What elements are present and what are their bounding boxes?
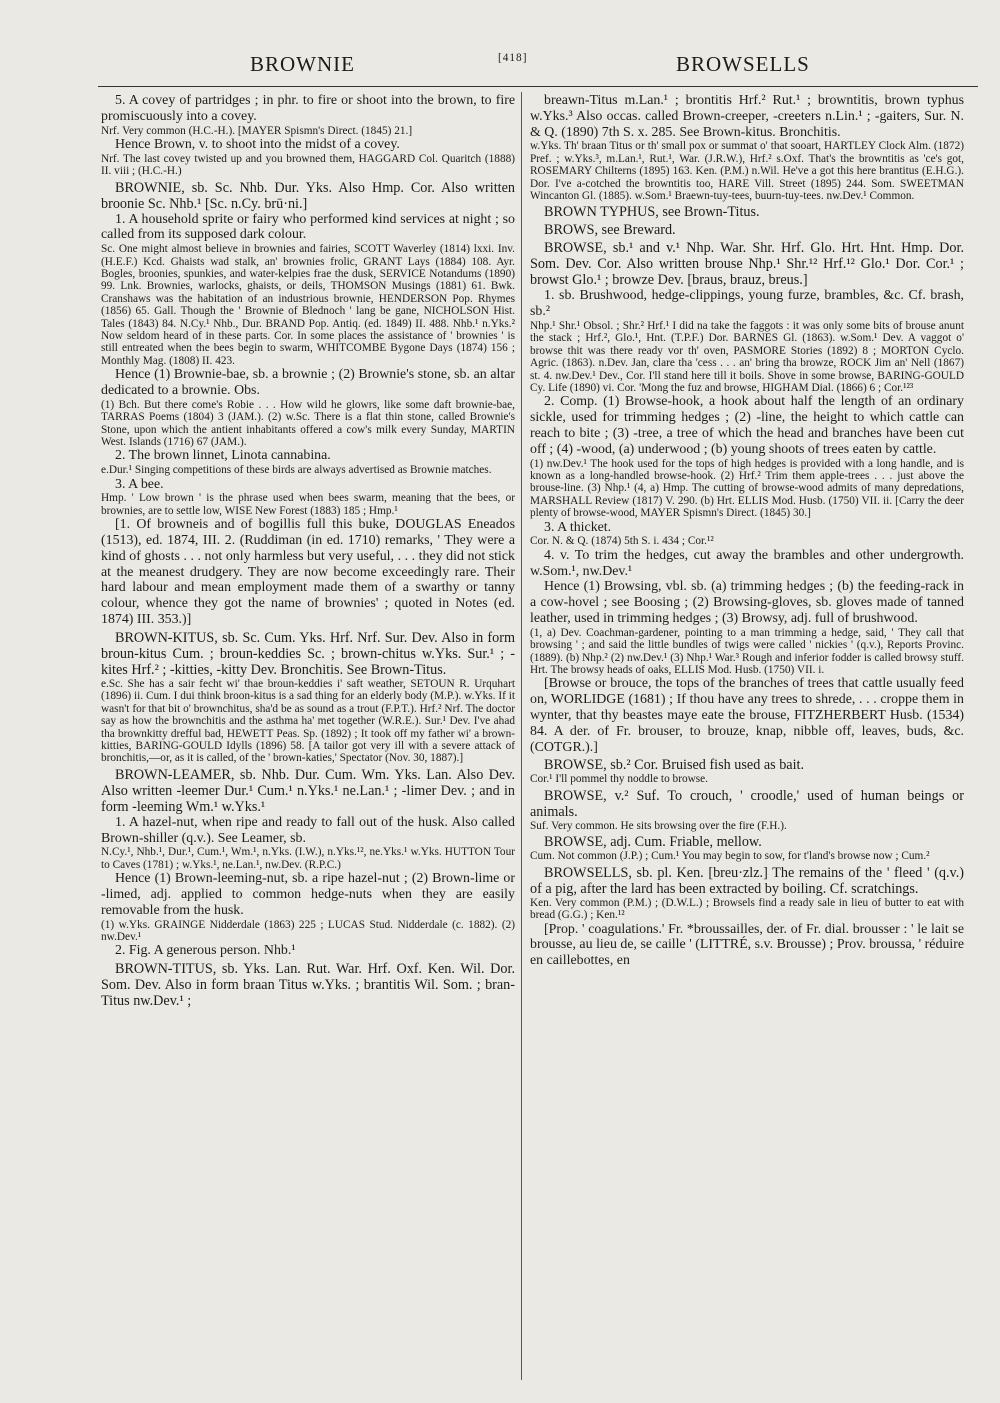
definition-paragraph: 4. v. To trim the hedges, cut away the brambles and other undergrowth. w.Som.¹, nw.Dev.¹ [530,547,964,579]
citation-paragraph: (1) w.Yks. GRAINGE Nidderdale (1863) 225 ; LUCAS Stud. Nidderdale (c. 1882). (2) nw.Dev.¹ [101,918,515,943]
entry-headword-paragraph: BROWN-LEAMER, sb. Nhb. Dur. Cum. Wm. Yks. Lan. Also Dev. Also written -leemer Dur.¹ Cum.¹ n.Yks.¹ ne.Lan.¹ ; -limer Dev. ; and in form -leeming Wm.¹ w.Yks.¹ [101,766,515,815]
definition-paragraph: [1. Of browneis and of bogillis full this buke, DOUGLAS Eneados (1513), ed. 1874, III. 2. (Ruddiman (in ed. 1710) remarks, ' They were a kind of ghosts . . . not only harmless but very useful, . . . they did not stick at the meanest drudgery. They are now become exceedingly rare. Their hard labour and mean employment made them of a swarthy or tanny colour, whence they got the name of brownies' ; quoted in Notes (ed. 1874) III. 353.)] [101,517,515,628]
entry-headword-paragraph: BROWN TYPHUS, see Brown-Titus. [544,204,760,221]
citation-paragraph: (1, a) Dev. Coachman-gardener, pointing to a man trimming a hedge, said, ' They call that browsing ' ; and said the little bundles of twigs were called ' nickies ' (q.v.), Reports Provinc. (1889). (b) Nhp.² (2) nw.Dev.¹ (3) Nhp.¹ War.³ Rough and inferior fodder is called browsy stuff. Hrt. The browsy heads of oaks, ELLIS Mod. Husb. (1750) VII. i. [530,626,964,677]
definition-paragraph: Hence (1) Brown-leeming-nut, sb. a ripe hazel-nut ; (2) Brown-lime or -limed, adj. applied to common hedge-nuts when they are easily removable from the husk. [101,871,515,918]
citation-paragraph: Hmp. ' Low brown ' is the phrase used when bees swarm, meaning that the bees, or brownies, are to settle low, WISE New Forest (1883) 185 ; Hmp.¹ [101,492,515,517]
citation-paragraph: e.Dur.¹ Singing competitions of these birds are always advertised as Brownie matches. [101,464,492,477]
column-divider [521,92,522,1380]
header-rule [98,86,978,87]
citation-paragraph: N.Cy.¹, Nhb.¹, Dur.¹, Cum.¹, Wm.¹, n.Yks. (I.W.), n.Yks.¹², ne.Yks.¹ w.Yks. HUTTON Tour to Caves (1781) ; w.Yks.¹, ne.Lan.¹, nw.Dev. (R.P.C.) [101,846,515,871]
citation-paragraph: Nrf. Very common (H.C.-H.). [MAYER Spismn's Direct. (1845) 21.] [101,124,413,137]
right-column [530,93,964,1393]
citation-paragraph: Ken. Very common (P.M.) ; (D.W.L.) ; Browsels find a ready sale in lieu of butter to eat with bread (G.G.) ; Ken.¹² [530,896,964,922]
definition-paragraph: Hence Brown, v. to shoot into the midst of a covey. [115,137,400,152]
citation-paragraph: Nhp.¹ Shr.¹ Obsol. ; Shr.² Hrf.¹ I did na take the faggots : it was only some bits of brouse anunt the stack ; Hrf.², Glo.¹, Hnt. (T.P.F.) Dor. BARNES Gl. (1863). w.Som.¹ Dev. A vaggot o' browse thit was there ready vor th' oven, PASMORE Stories (1892) 8 ; MORTON Cyclo. Agric. (1863). n.Dev. Jan, clare tha 'cess . . . an' bring tha browze, ROCK Jim an' Nell (1867) st. 4. nw.Dev.¹ Dev., Cor. I'll stand here till it boils. Shove in some browse, BARING-GOULD Cy. Life (1890) vi. Cor. 'Mong the fuz and browse, HIGHAM Dial. (1866) 6 ; Cor.¹²³ [530,320,964,395]
running-header [98,50,978,86]
definition-paragraph: 2. Fig. A generous person. Nhb.¹ [115,943,296,959]
definition-paragraph: 3. A thicket. [544,519,612,535]
definition-paragraph: [Browse or brouce, the tops of the branches of trees that cattle usually feed on, WORLIDGE (1681) ; If thou have any trees to shrede, . . . croppe them in wynter, that thy beastes maye eate the brouse, FITZHERBERT Husb. (1534) 84. A der. of Fr. brouser, to brouze, knap, nibble off, leaves, buds, &c. (COTGR.).] [530,676,964,755]
left-column [101,93,515,1393]
entry-headword-paragraph: BROWN-TITUS, sb. Yks. Lan. Rut. War. Hrf. Oxf. Ken. Wil. Dor. Som. Dev. Also in form braan Titus w.Yks. ; brantitis Wil. Som. ; bran-Titus nw.Dev.¹ ; [101,961,515,1010]
definition-paragraph: 2. The brown linnet, Linota cannabina. [115,448,331,464]
citation-paragraph: (1) Bch. But there come's Robie . . . How wild he glowrs, like some daft brownie-bae, TARRAS Poems (1804) 3 (JAM.). (2) w.Sc. There is a flat thin stone, called Brownie's Stone, upon which the antient inhabitants offered a cow's milk every Sunday, MARTIN West. Islands (1716) 67 (JAM.). [101,398,515,449]
definition-paragraph: 5. A covey of partridges ; in phr. to fire or shoot into the brown, to fire promiscuously into a covey. [101,93,515,124]
citation-paragraph: Sc. One might almost believe in brownies and fairies, SCOTT Waverley (1814) lxxi. Inv. (H.E.F.) Kcd. Ghaists wad stalk, an' brownies frolic, GRANT Lays (1884) 108. Ayr. Bogles, broonies, spunkies, and water-kelpies frae the dusk, SERVICE Notandums (1890) 99. Lnk. Brownies, warlocks, ghaists, or deils, THOMSON Musings (1881) 61. Bwk. Cranshaws was the habitation of an industrious brownie, HENDERSON Pop. Rhymes (1856) 65. Gall. Though the ' Brownie of Blednoch ' lang be gane, NICHOLSON Hist. Tales (1843) 84. N.Cy.¹ Nhb., Dur. BRAND Pop. Antiq. (ed. 1849) II. 488. Nhb.¹ n.Yks.² Now seldom heard of in these parts. Cor. In some places the assistance of ' brownies ' is still entreated when the bees begin to swarm, WHITCOMBE Bygone Days (1874) 156 ; Monthly Mag. (1808) II. 423. [101,243,515,367]
definition-paragraph: 1. A hazel-nut, when ripe and ready to fall out of the husk. Also called Brown-shiller (q.v.). See Leamer, sb. [101,814,515,846]
entry-headword-paragraph: BROWN-KITUS, sb. Sc. Cum. Yks. Hrf. Nrf. Sur. Dev. Also in form broun-kitus Cum. ; broun-keddies Sc. ; brown-chitus w.Yks. Sur.¹ ; -kites Hrf.² ; -kitties, -kitty Dev. Bronchitis. See Brown-Titus. [101,629,515,678]
page-number: [418] [498,52,528,64]
citation-paragraph: Suf. Very common. He sits browsing over the fire (F.H.). [530,819,787,832]
citation-paragraph: w.Yks. Th' braan Titus or th' small pox or summat o' that sooart, HARTLEY Clock Alm. (1872) Pref. ; w.Yks.³, m.Lan.¹, Rut.¹, War. (J.R.W.), Hrf.² s.Oxf. That's the browntitis as 'ce's got, ROSEMARY Chilterns (1895) 163. Ken. (P.M.) n.Wil. He've a got this here brantitus (E.H.G.). Dor. I've a-cotched the browntitis too, HARE Vill. Street (1895) 244. Som. SWEETMAN Wincanton Gl. (1885). w.Som.¹ Braewn-tuy-tees, buurn-tuy-tees. nw.Dev.¹ Common. [530,140,964,203]
entry-headword-paragraph: BROWNIE, sb. Sc. Nhb. Dur. Yks. Also Hmp. Cor. Also written broonie Sc. Nhb.¹ [Sc. n.Cy. brū·ni.] [101,179,515,212]
header-left-word: BROWNIE [250,52,355,76]
definition-paragraph: Hence (1) Browsing, vbl. sb. (a) trimming hedges ; (b) the feeding-rack in a cow-hovel ; see Boosing ; (2) Browsing-gloves, sb. gloves made of tanned leather, used in trimming hedges ; (3) Browsy, adj. full of brushwood. [530,579,964,627]
entry-headword-paragraph: BROWSE, adj. Cum. Friable, mellow. [544,834,762,851]
definition-paragraph: 1. sb. Brushwood, hedge-clippings, young furze, brambles, &c. Cf. brash, sb.² [530,288,964,320]
header-right-word: BROWSELLS [676,52,810,76]
entry-headword-paragraph: BROWS, see Breward. [544,222,676,239]
entry-headword-paragraph: BROWSELLS, sb. pl. Ken. [breu·zlz.] The remains of the ' fleed ' (q.v.) of a pig, after the lard has been extracted by boiling. Cf. scratchings. [530,864,964,897]
entry-headword-paragraph: BROWSE, sb.¹ and v.¹ Nhp. War. Shr. Hrf. Glo. Hrt. Hnt. Hmp. Dor. Som. Dev. Cor. Also written brouse Nhp.¹ Shr.¹² Hrf.¹² Glo.¹ Dor. Cor.¹ ; browst Glo.¹ ; browze Dev. [braus, brauz, breus.] [530,240,964,289]
citation-paragraph: Cor. N. & Q. (1874) 5th S. i. 434 ; Cor.¹² [530,535,714,548]
citation-paragraph: (1) nw.Dev.¹ The hook used for the tops of high hedges is provided with a long handle, and is known as a long-handled browse-hook. (2) Hrf.² Trim them apple-trees . . . just above the brouse-line. (3) Nhp.¹ (4, a) Hmp. The cutting of browse-wood admits of many depredations, MARSHALL Review (1817) V. 290. (b) Hrt. ELLIS Mod. Husb. (1750) VII. ii. [Carry the deer plenty of browse-wood, MAYER Spismn's Direct. (1845) 30.] [530,457,964,520]
definition-paragraph: 2. Comp. (1) Browse-hook, a hook about half the length of an ordinary sickle, used for trimming hedges ; (2) -line, the height to which cattle can reach to bite ; (3) -tree, a tree of which the head and branches have been cut off ; (4) -wood, (a) underwood ; (b) young shoots of trees eaten by cattle. [530,394,964,457]
entry-headword-paragraph: BROWSE, v.² Suf. To crouch, ' croodle,' used of human beings or animals. [530,787,964,820]
definition-paragraph: breawn-Titus m.Lan.¹ ; brontitis Hrf.² Rut.¹ ; browntitis, brown typhus w.Yks.³ Also occas. called Brown-creeper, -creeters n.Lin.¹ ; -gaiters, Sur. N. & Q. (1890) 7th S. x. 285. See Brown-kitus. Bronchitis. [530,93,964,140]
definition-paragraph: 3. A bee. [115,476,164,492]
definition-paragraph: [Prop. ' coagulations.' Fr. *broussailles, der. of Fr. dial. brousser : ' le lait se brousse, au lieu de, se caille ' (LITTRÉ, s.v. Brousse) ; Prov. broussa, ' réduire en caillebottes, en [530,921,964,969]
definition-paragraph: 1. A household sprite or fairy who performed kind services at night ; so called from its supposed dark colour. [101,211,515,243]
citation-paragraph: Nrf. The last covey twisted up and you browned them, HAGGARD Col. Quaritch (1888) II. viii ; (H.C.-H.) [101,152,515,178]
citation-paragraph: Cor.¹ I'll pommel thy noddle to browse. [530,773,708,786]
citation-paragraph: e.Sc. She has a sair fecht wi' thae broun-keddies i' saft weather, SETOUN R. Urquhart (1896) ii. Cum. I dui think broon-kitus is a sad thing for an elderly body (M.P.). w.Yks. If it wasn't for that bit o' brownchitus, sha'd be as sound as a trout (F.P.T.). Hrf.² Nrf. The doctor say as how the brownchitis and the asthma ha' met together (W.R.E.). Sur.¹ Dev. I've ahad tha brownkitty drefful bad, HEWETT Peas. Sp. (1892) ; It took off my father wi' a brown-kitties, BARING-GOULD Idylls (1896) 58. [A tailor got very ill with a severe attack of bronchitis,—or, as it is called, of the ' brown-katies,' Spectator (Nov. 30, 1887).] [101,677,515,765]
entry-headword-paragraph: BROWSE, sb.² Cor. Bruised fish used as bait. [544,757,805,774]
citation-paragraph: Cum. Not common (J.P.) ; Cum.¹ You may begin to sow, for t'land's browse now ; Cum.² [530,850,930,863]
definition-paragraph: Hence (1) Brownie-bae, sb. a brownie ; (2) Brownie's stone, sb. an altar dedicated to a brownie. Obs. [101,367,515,399]
